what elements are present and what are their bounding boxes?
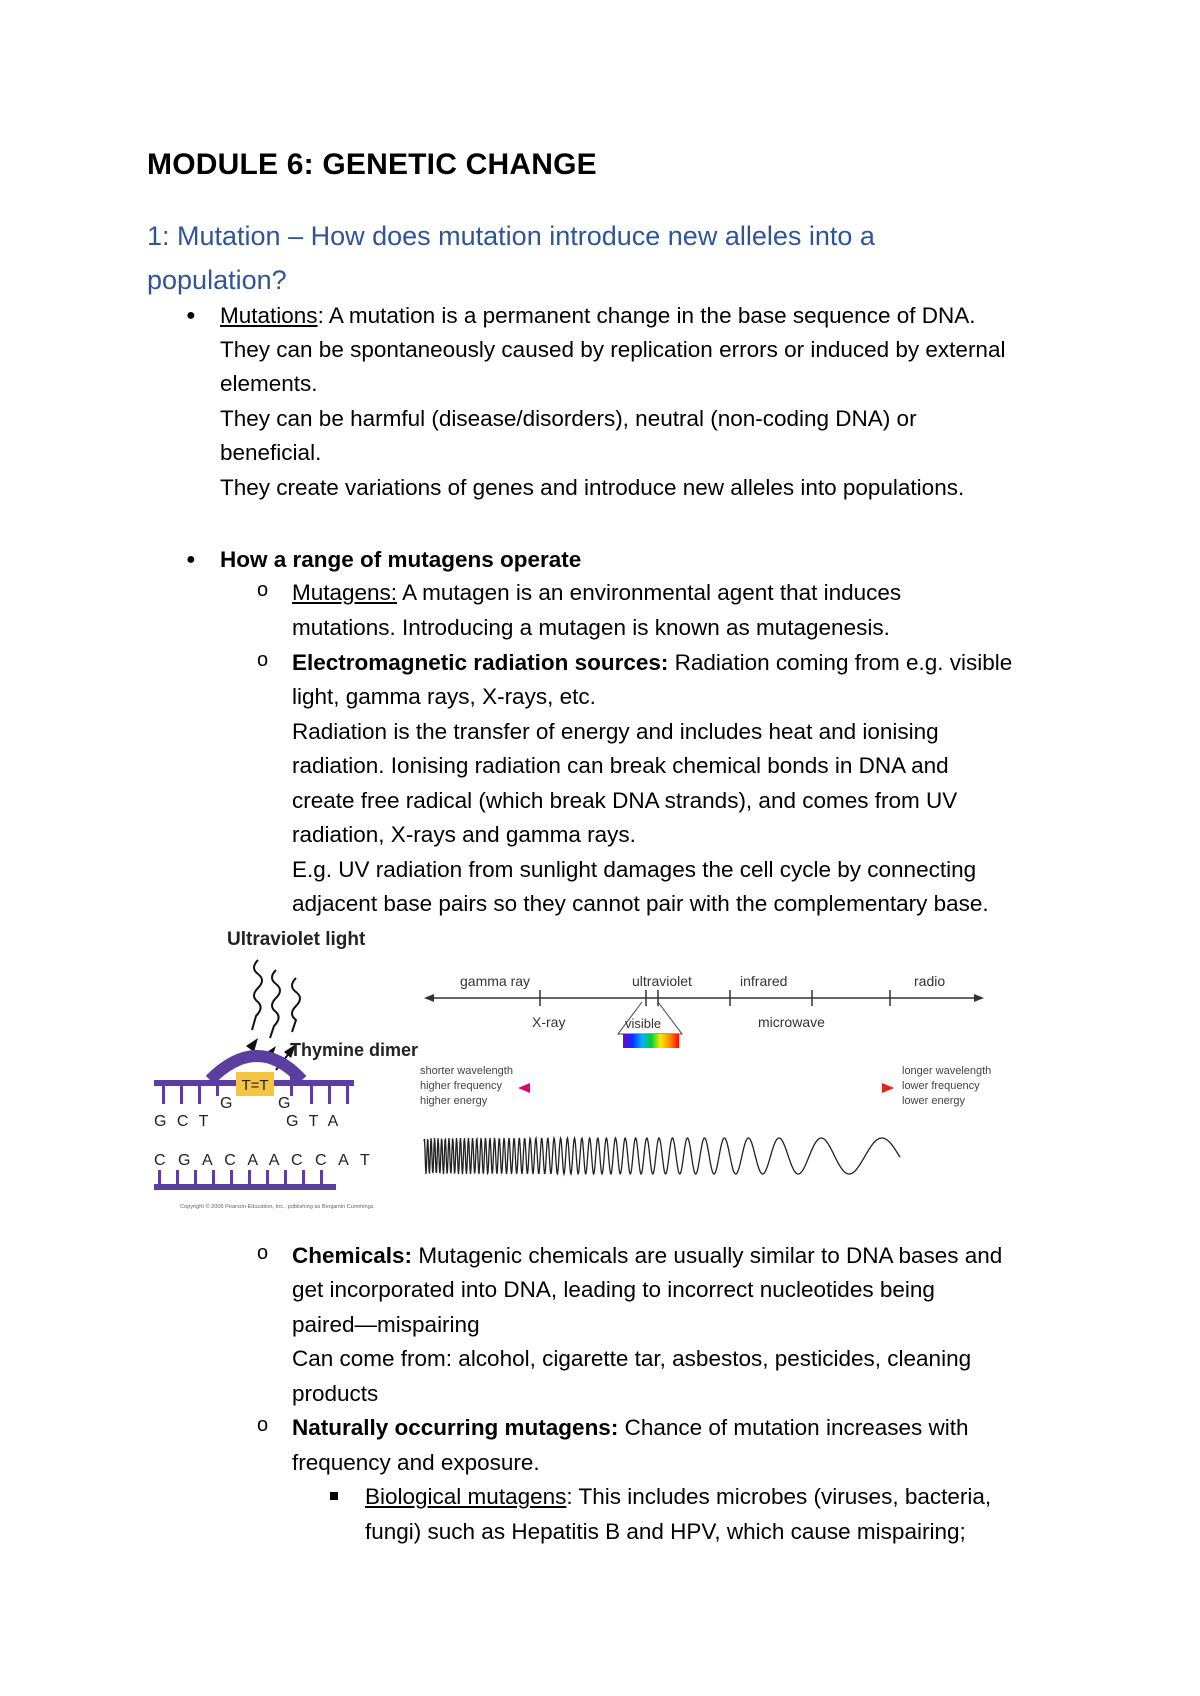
mutations-line-5: beneficial. [220, 440, 322, 465]
uv-label: Ultraviolet light [227, 929, 366, 950]
spectrum-label-xray: X-ray [532, 1014, 566, 1030]
em-line-3: Radiation is the transfer of energy and includes heat and ionising [292, 719, 939, 744]
em-spectrum-figure [420, 962, 1000, 1182]
svg-text:lower energy: lower energy [902, 1095, 965, 1107]
top-strand-right-bases: G T A [286, 1113, 342, 1130]
chemicals-term: Chemicals: [292, 1243, 413, 1268]
chemicals-line-2: get incorporated into DNA, leading to incorrect nucleotides being [292, 1277, 935, 1302]
bullet-circle-icon: o [257, 579, 269, 601]
spectrum-label-infrared: infrared [740, 973, 788, 989]
em-line-5: create free radical (which break DNA strands), and comes from UV [292, 788, 958, 813]
top-strand-left-bases: G C T [154, 1113, 212, 1130]
em-line-1: Electromagnetic radiation sources: Radiation coming from e.g. visible [292, 650, 1013, 675]
em-line-2: light, gamma rays, X-rays, etc. [292, 684, 596, 709]
chemicals-line-1: Chemicals: Mutagenic chemicals are usually similar to DNA bases and [292, 1243, 1003, 1268]
spectrum-label-visible: visible [625, 1016, 662, 1031]
chemicals-line-3: paired—mispairing [292, 1312, 480, 1337]
thymine-dimer-figure [150, 922, 419, 1212]
spectrum-label-radio: radio [914, 973, 946, 989]
svg-text:higher energy: higher energy [420, 1095, 488, 1107]
biological-line-1: Biological mutagens: This includes microbes (viruses, bacteria, [365, 1484, 992, 1509]
svg-text:G: G [220, 1095, 233, 1112]
frequency-wave [424, 1138, 900, 1174]
svg-text:G: G [278, 1095, 291, 1112]
bottom-strand-bases: C G A C A A C C A T [154, 1152, 374, 1169]
natural-line-2: frequency and exposure. [292, 1450, 540, 1475]
svg-text:T=T: T=T [241, 1077, 269, 1094]
section-heading-line-2: population? [147, 265, 287, 295]
natural-term: Naturally occurring mutagens: [292, 1415, 619, 1440]
spectrum-label-ultraviolet: ultraviolet [632, 973, 692, 989]
mutations-line-3: elements. [220, 371, 318, 396]
section-heading-line-1: 1: Mutation – How does mutation introduce new alleles into a [147, 221, 875, 251]
mutagens-term: Mutagens: [292, 580, 398, 605]
biological-term: Biological mutagens [365, 1484, 567, 1509]
visible-band [623, 1034, 679, 1048]
svg-text:shorter wavelength: shorter wavelength [420, 1065, 513, 1077]
bullet-square-icon [330, 1492, 338, 1500]
svg-text:longer wavelength: longer wavelength [902, 1065, 992, 1077]
mutations-line-6: They create variations of genes and introduce new alleles into populations. [220, 475, 965, 500]
figure-copyright: Copyright © 2006 Pearson Education, Inc., publishing as Benjamin Cummings. [180, 1204, 376, 1210]
em-line-8: adjacent base pairs so they cannot pair with the complementary base. [292, 891, 989, 916]
section-heading [147, 214, 1047, 302]
page-title: MODULE 6: GENETIC CHANGE [147, 148, 597, 181]
svg-text:higher frequency: higher frequency [420, 1080, 502, 1092]
dimer-label: Thymine dimer [290, 1040, 419, 1060]
em-line-6: radiation, X-rays and gamma rays. [292, 822, 636, 847]
spectrum-label-microwave: microwave [758, 1014, 825, 1030]
mutations-line-2: They can be spontaneously caused by replication errors or induced by external [220, 337, 1006, 362]
mutagens-heading: How a range of mutagens operate [220, 547, 582, 572]
bullet-disc-icon: ● [186, 307, 196, 324]
chemicals-line-5: products [292, 1381, 379, 1406]
uv-rays-icon [252, 960, 300, 1038]
chemicals-line-4: Can come from: alcohol, cigarette tar, asbestos, pesticides, cleaning [292, 1346, 972, 1371]
mutagens-line-1: Mutagens: A mutagen is an environmental agent that induces [292, 580, 902, 605]
mutations-line-4: They can be harmful (disease/disorders), neutral (non-coding DNA) or [220, 406, 917, 431]
natural-line-1: Naturally occurring mutagens: Chance of mutation increases with [292, 1415, 969, 1440]
mutagens-line-2: mutations. Introducing a mutagen is known as mutagenesis. [292, 615, 890, 640]
bullet-circle-icon: o [257, 1242, 269, 1264]
biological-line-2: fungi) such as Hepatitis B and HPV, which cause mispairing; [365, 1519, 966, 1544]
em-line-7: E.g. UV radiation from sunlight damages the cell cycle by connecting [292, 857, 977, 882]
mutations-line-1: Mutations: A mutation is a permanent change in the base sequence of DNA. [220, 303, 976, 328]
bullet-disc-icon: ● [186, 551, 196, 568]
bottom-strand-backbone [154, 1184, 336, 1190]
em-line-4: radiation. Ionising radiation can break chemical bonds in DNA and [292, 753, 949, 778]
bullet-circle-icon: o [257, 649, 269, 671]
mutations-term: Mutations [220, 303, 318, 328]
spectrum-label-gamma: gamma ray [460, 973, 531, 989]
em-term: Electromagnetic radiation sources: [292, 650, 669, 675]
bullet-circle-icon: o [257, 1414, 269, 1436]
svg-text:lower frequency: lower frequency [902, 1080, 980, 1092]
